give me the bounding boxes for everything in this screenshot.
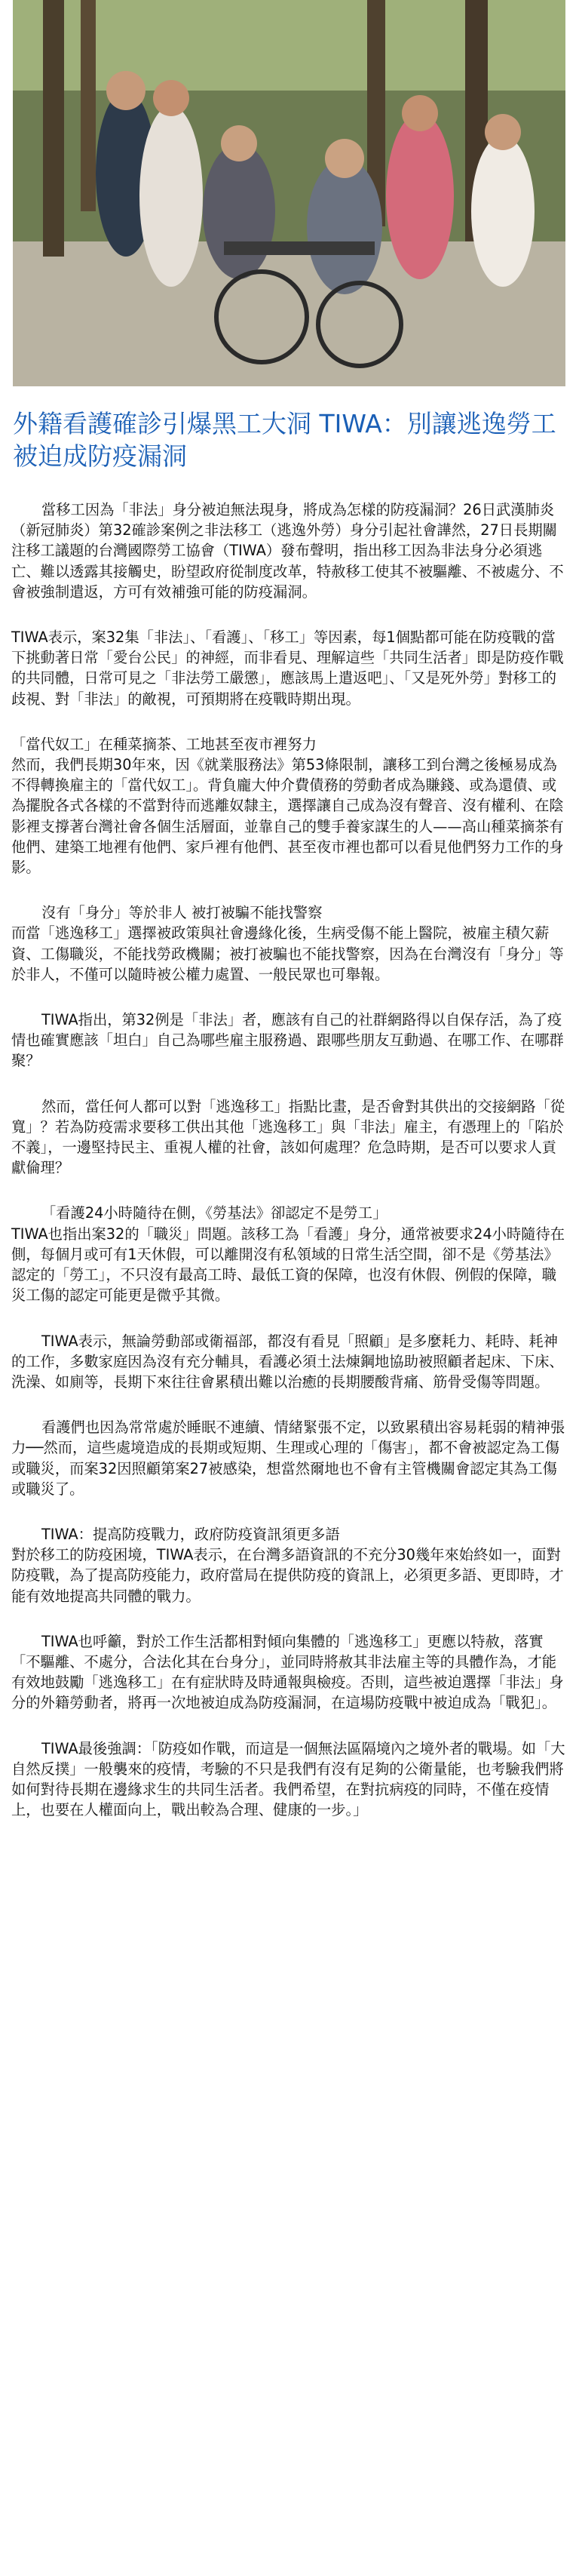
paragraph-6: 然而，當任何人都可以對「逃逸移工」指點比畫，是否會對其供出的交接網路「從寬」？若為防疫需求要移工供出其他「逃逸移工」與「非法」雇主，有憑理上的「陷於不義」，一邊堅持民主、重視人權的社會，該如何處理？危急時期，是否可以要求人貢獻倫理？	[11, 1097, 565, 1177]
paragraph-4: 而當「逃逸移工」選擇被政策與社會邊緣化後，生病受傷不能上醫院，被雇主積欠薪資、工傷職災，不能找勞政機關；被打被騙也不能找警察，因為在台灣沒有「身分」等於非人，不僅可以隨時被公權力處置、一般民眾也可舉報。	[11, 924, 564, 983]
paragraph-11: TIWA也呼籲，對於工作生活都相對傾向集體的「逃逸移工」更應以特赦，落實「不驅離、不處分，合法化其在台身分」，並同時將赦其非法雇主等的具體作為，才能有效地鼓勵「逃逸移工」在有症狀時及時通報與檢疫。否則，這些被迫選擇「非法」身分的外籍勞動者，將再一次地被迫成為防疫漏洞，在這場防疫戰中被迫成為「戰犯」。	[11, 1632, 564, 1712]
section-heading-2: 沒有「身分」等於非人 被打被騙不能找警察	[41, 904, 323, 922]
article-title: 外籍看護確診引爆黑工大洞 TIWA：別讓逃逸勞工被迫成防疫漏洞	[13, 409, 556, 471]
paragraph-7: TIWA也指出案32的「職災」問題。該移工為「看護」身分，通常被要求24小時隨待在側，每個月或可有1天休假，可以離開沒有私領域的日常生活空間，卻不是《勞基法》認定的「勞工」，不只沒有最高工時、最低工資的保障，也沒有休假、例假的保障，職災工傷的認定可能更是微乎其微。	[11, 1225, 565, 1305]
photo-park-wheelchair	[13, 0, 565, 386]
paragraph-2: TIWA表示，案32集「非法」、「看護」、「移工」等因素，每1個點都可能在防疫戰的當下挑動著日常「愛台公民」的神經，而非看見、理解這些「共同生活者」即是防疫作戰的共同體，日常可見之「非法勞工嚴懲」，應該馬上遣返吧」、「又是死外勞」對移工的歧視、對「非法」的敵視，可預期將在疫戰時期出現。	[11, 629, 564, 708]
photo-illustration	[13, 0, 565, 386]
section-1	[11, 734, 567, 878]
paragraph-9: 看護們也因為常常處於睡眠不連續、情緒緊張不定，以致累積出容易耗弱的精神張力──然而，這些處境造成的長期或短期、生理或心理的「傷害」，都不會被認定為工傷或職災，而案32因照顧第案27被感染，想當然爾地也不會有主管機關會認定其為工傷或職災了。	[11, 1419, 565, 1498]
article-body	[11, 500, 567, 1820]
paragraph-1: 當移工因為「非法」身分被迫無法現身，將成為怎樣的防疫漏洞？26日武漢肺炎（新冠肺炎）第32確診案例之非法移工（逃逸外勞）身分引起社會譁然，27日長期關注移工議題的台灣國際勞工協會（TIWA）發布聲明，指出移工因為非法身分必須逃亡、難以透露其接觸史，盼望政府從制度改革，特赦移工使其不被驅離、不被處分、不會被強制遣返，方可有效補強可能的防疫漏洞。	[11, 501, 564, 601]
section-heading-4: TIWA：提高防疫戰力，政府防疫資訊須更多語	[41, 1525, 340, 1543]
paragraph-5: TIWA指出，第32例是「非法」者，應該有自己的社群網路得以自保存活，為了疫情也確實應該「坦白」自己為哪些雇主服務過、跟哪些朋友互動過、在哪工作、在哪群聚？	[11, 1011, 564, 1070]
paragraph-8: TIWA表示，無論勞動部或衛福部，都沒有看見「照顧」是多麼耗力、耗時、耗神的工作，多數家庭因為沒有充分輔具，看護必須土法煉鋼地協助被照顧者起床、下床、洗澡、如廁等，長期下來往往會累積出難以治癒的長期腰酸背痛、筋骨受傷等問題。	[11, 1332, 564, 1391]
section-2	[11, 902, 567, 985]
section-3	[11, 1203, 567, 1305]
section-heading-1: 「當代奴工」在種菜摘茶、工地甚至夜市裡努力	[11, 735, 317, 753]
section-heading-3: 「看護24小時隨待在側，《勞基法》卻認定不是勞工」	[41, 1204, 388, 1222]
paragraph-12: TIWA最後強調：「防疫如作戰，而這是一個無法區隔境內之境外者的戰場。如「大自然反撲」一般襲來的疫情，考驗的不只是我們有沒有足夠的公衛量能，也考驗我們將如何對待長期在邊緣求生的共同生活者。我們希望，在對抗病疫的同時，不僅在疫情上，也要在人權面向上，戰出較為合理、健康的一步。」	[11, 1739, 565, 1819]
section-4	[11, 1524, 567, 1606]
paragraph-10: 對於移工的防疫困境，TIWA表示，在台灣多語資訊的不充分30幾年來始終如一，面對防疫戰，為了提高防疫能力，政府當局在提供防疫的資訊上，必須更多語、更即時，才能有效地提高共同體的戰力。	[11, 1546, 564, 1605]
paragraph-3: 然而，我們長期30年來，因《就業服務法》第53條限制，讓移工到台灣之後極易成為不得轉換雇主的「當代奴工」。背負龐大仲介費債務的勞動者成為賺錢、或為還債、或為擺脫各式各樣的不當對待而逃離奴隸主，選擇讓自己成為沒有聲音、沒有權利、在陰影裡支撐著台灣社會各個生活層面，並靠自己的雙手養家謀生的人——高山種菜摘茶有他們、建築工地裡有他們、家戶裡有他們、甚至夜市裡也都可以看見他們努力工作的身影。	[11, 756, 564, 877]
